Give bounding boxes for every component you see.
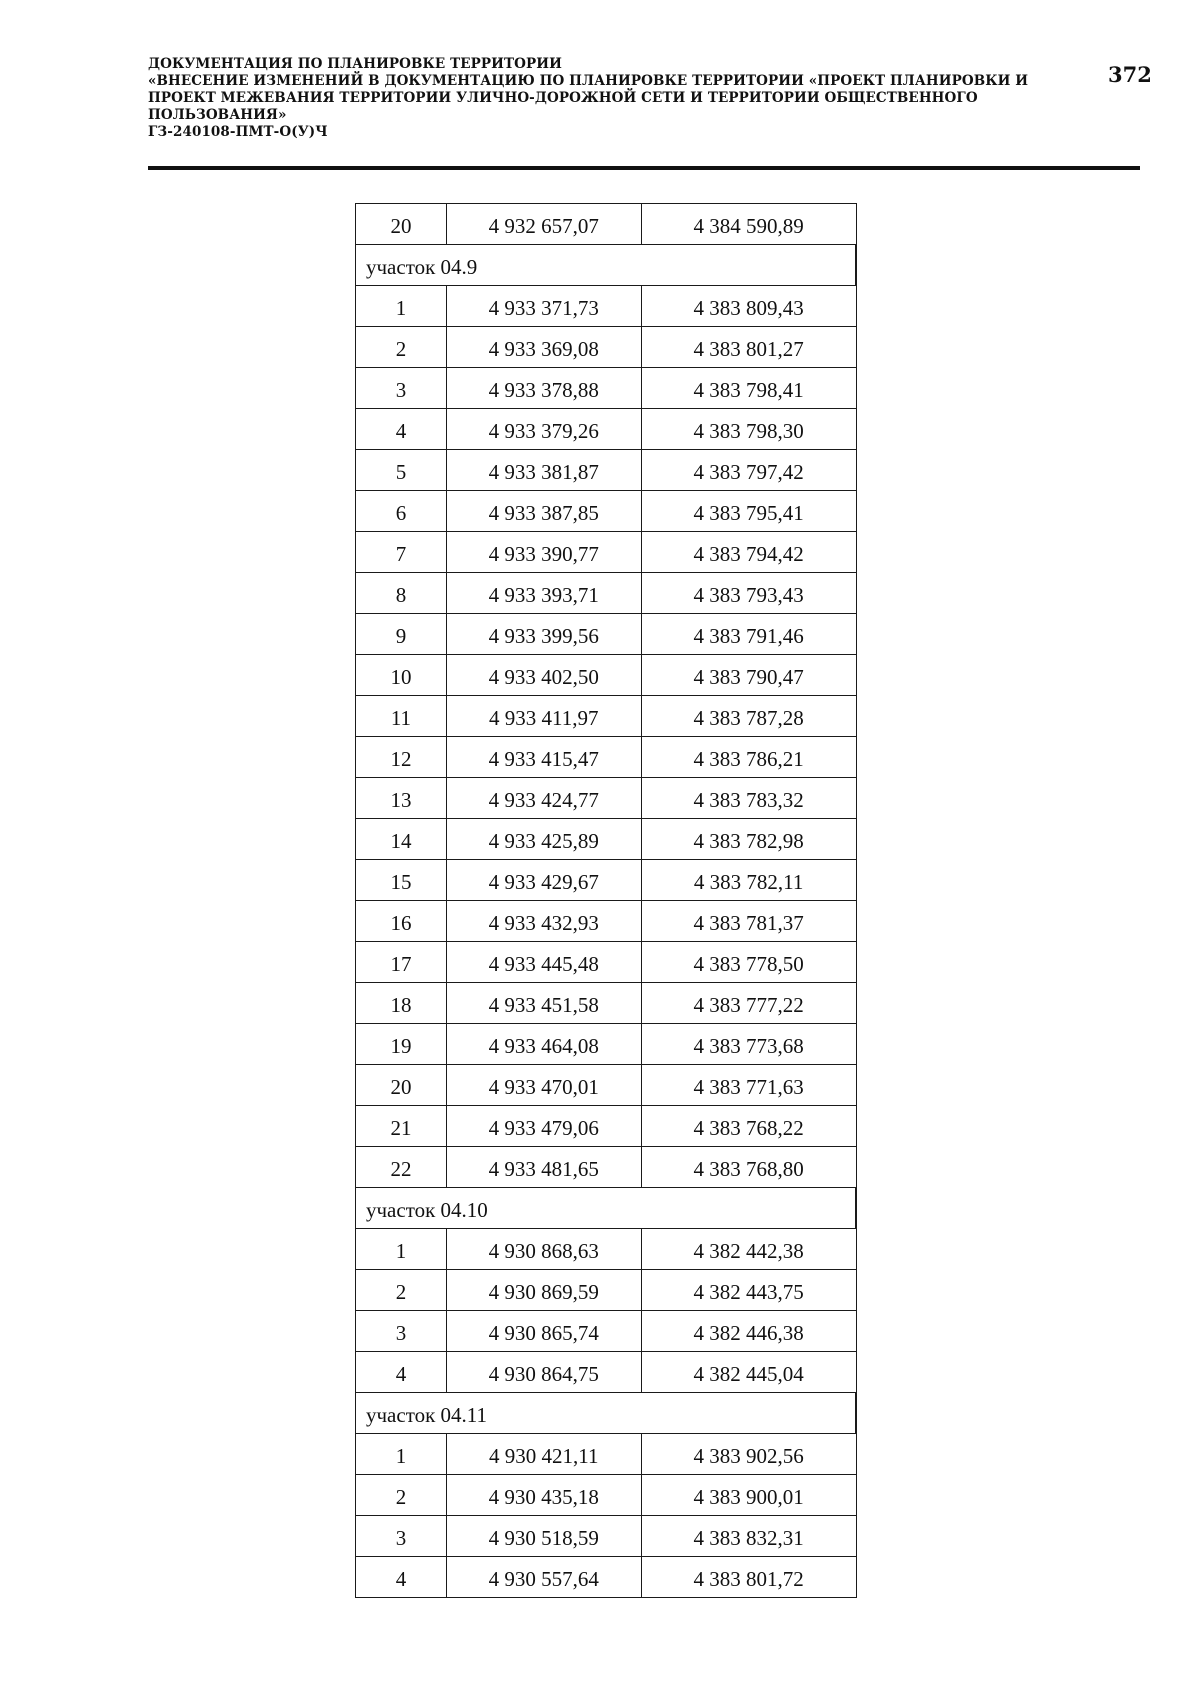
x-coordinate-cell: 4 933 415,47 (446, 737, 641, 778)
y-coordinate-cell: 4 383 781,37 (641, 901, 856, 942)
x-coordinate-cell: 4 933 369,08 (446, 327, 641, 368)
y-coordinate-cell: 4 383 798,30 (641, 409, 856, 450)
y-coordinate-cell: 4 383 768,80 (641, 1147, 856, 1188)
point-number-cell: 2 (356, 327, 447, 368)
x-coordinate-cell: 4 933 411,97 (446, 696, 641, 737)
point-number-cell: 10 (356, 655, 447, 696)
table-row (356, 1311, 857, 1352)
point-number-cell: 19 (356, 1024, 447, 1065)
table-row (356, 819, 857, 860)
x-coordinate-cell: 4 930 435,18 (446, 1475, 641, 1516)
y-coordinate-cell: 4 383 832,31 (641, 1516, 856, 1557)
table-row (356, 1106, 857, 1147)
table-row (356, 532, 857, 573)
y-coordinate-cell: 4 382 446,38 (641, 1311, 856, 1352)
table-row (356, 204, 857, 245)
document-code: ГЗ-240108-ПМТ-О(У)Ч (148, 124, 328, 140)
table-row (356, 1147, 857, 1188)
point-number-cell: 1 (356, 286, 447, 327)
point-number-cell: 4 (356, 1557, 447, 1598)
table-row (356, 983, 857, 1024)
x-coordinate-cell: 4 933 451,58 (446, 983, 641, 1024)
y-coordinate-cell: 4 383 801,27 (641, 327, 856, 368)
section-label: участок 04.10 (356, 1188, 857, 1229)
y-coordinate-cell: 4 383 790,47 (641, 655, 856, 696)
point-number-cell: 17 (356, 942, 447, 983)
table-row (356, 286, 857, 327)
y-coordinate-cell: 4 383 786,21 (641, 737, 856, 778)
table-row (356, 1024, 857, 1065)
table-row (356, 696, 857, 737)
y-coordinate-cell: 4 383 791,46 (641, 614, 856, 655)
x-coordinate-cell: 4 933 390,77 (446, 532, 641, 573)
point-number-cell: 12 (356, 737, 447, 778)
table-row (356, 368, 857, 409)
table-row (356, 327, 857, 368)
point-number-cell: 3 (356, 368, 447, 409)
table-row (356, 573, 857, 614)
table-row (356, 860, 857, 901)
coordinates-table-body (356, 204, 857, 1598)
y-coordinate-cell: 4 382 442,38 (641, 1229, 856, 1270)
y-coordinate-cell: 4 383 783,32 (641, 778, 856, 819)
table-row (356, 1229, 857, 1270)
y-coordinate-cell: 4 383 777,22 (641, 983, 856, 1024)
point-number-cell: 11 (356, 696, 447, 737)
point-number-cell: 15 (356, 860, 447, 901)
y-coordinate-cell: 4 382 445,04 (641, 1352, 856, 1393)
document-header (148, 56, 1048, 141)
y-coordinate-cell: 4 383 787,28 (641, 696, 856, 737)
table-row (356, 1065, 857, 1106)
y-coordinate-cell: 4 383 773,68 (641, 1024, 856, 1065)
x-coordinate-cell: 4 930 868,63 (446, 1229, 641, 1270)
table-row (356, 778, 857, 819)
point-number-cell: 7 (356, 532, 447, 573)
coordinates-table (355, 203, 857, 1598)
x-coordinate-cell: 4 932 657,07 (446, 204, 641, 245)
x-coordinate-cell: 4 930 865,74 (446, 1311, 641, 1352)
table-row (356, 1516, 857, 1557)
point-number-cell: 6 (356, 491, 447, 532)
x-coordinate-cell: 4 930 421,11 (446, 1434, 641, 1475)
section-row (356, 245, 857, 286)
x-coordinate-cell: 4 933 381,87 (446, 450, 641, 491)
table-row (356, 1270, 857, 1311)
point-number-cell: 13 (356, 778, 447, 819)
x-coordinate-cell: 4 930 864,75 (446, 1352, 641, 1393)
x-coordinate-cell: 4 930 557,64 (446, 1557, 641, 1598)
table-row (356, 614, 857, 655)
point-number-cell: 3 (356, 1311, 447, 1352)
x-coordinate-cell: 4 933 378,88 (446, 368, 641, 409)
point-number-cell: 22 (356, 1147, 447, 1188)
header-line: ДОКУМЕНТАЦИЯ ПО ПЛАНИРОВКЕ ТЕРРИТОРИИ (148, 56, 562, 72)
point-number-cell: 9 (356, 614, 447, 655)
y-coordinate-cell: 4 383 768,22 (641, 1106, 856, 1147)
y-coordinate-cell: 4 382 443,75 (641, 1270, 856, 1311)
point-number-cell: 20 (356, 1065, 447, 1106)
table-row (356, 409, 857, 450)
table-row (356, 450, 857, 491)
y-coordinate-cell: 4 383 793,43 (641, 573, 856, 614)
table-row (356, 901, 857, 942)
y-coordinate-cell: 4 383 771,63 (641, 1065, 856, 1106)
y-coordinate-cell: 4 383 782,98 (641, 819, 856, 860)
section-row (356, 1393, 857, 1434)
y-coordinate-cell: 4 383 900,01 (641, 1475, 856, 1516)
x-coordinate-cell: 4 933 387,85 (446, 491, 641, 532)
section-label: участок 04.11 (356, 1393, 857, 1434)
header-line: ПОЛЬЗОВАНИЯ» (148, 107, 287, 123)
x-coordinate-cell: 4 933 399,56 (446, 614, 641, 655)
table-row (356, 1475, 857, 1516)
y-coordinate-cell: 4 383 902,56 (641, 1434, 856, 1475)
section-row (356, 1188, 857, 1229)
point-number-cell: 8 (356, 573, 447, 614)
y-coordinate-cell: 4 384 590,89 (641, 204, 856, 245)
point-number-cell: 14 (356, 819, 447, 860)
point-number-cell: 4 (356, 409, 447, 450)
point-number-cell: 16 (356, 901, 447, 942)
y-coordinate-cell: 4 383 801,72 (641, 1557, 856, 1598)
point-number-cell: 3 (356, 1516, 447, 1557)
x-coordinate-cell: 4 933 445,48 (446, 942, 641, 983)
x-coordinate-cell: 4 933 432,93 (446, 901, 641, 942)
point-number-cell: 5 (356, 450, 447, 491)
x-coordinate-cell: 4 933 429,67 (446, 860, 641, 901)
point-number-cell: 1 (356, 1229, 447, 1270)
x-coordinate-cell: 4 933 470,01 (446, 1065, 641, 1106)
point-number-cell: 2 (356, 1475, 447, 1516)
y-coordinate-cell: 4 383 797,42 (641, 450, 856, 491)
y-coordinate-cell: 4 383 795,41 (641, 491, 856, 532)
x-coordinate-cell: 4 933 479,06 (446, 1106, 641, 1147)
header-line: ПРОЕКТ МЕЖЕВАНИЯ ТЕРРИТОРИИ УЛИЧНО-ДОРОЖНОЙ СЕТИ И ТЕРРИТОРИИ ОБЩЕСТВЕННОГО (148, 90, 978, 106)
y-coordinate-cell: 4 383 782,11 (641, 860, 856, 901)
x-coordinate-cell: 4 930 869,59 (446, 1270, 641, 1311)
table-row (356, 491, 857, 532)
section-label: участок 04.9 (356, 245, 857, 286)
x-coordinate-cell: 4 933 393,71 (446, 573, 641, 614)
table-row (356, 1352, 857, 1393)
y-coordinate-cell: 4 383 798,41 (641, 368, 856, 409)
x-coordinate-cell: 4 933 371,73 (446, 286, 641, 327)
point-number-cell: 1 (356, 1434, 447, 1475)
point-number-cell: 21 (356, 1106, 447, 1147)
page-number: 372 (1108, 62, 1152, 87)
x-coordinate-cell: 4 933 425,89 (446, 819, 641, 860)
table-row (356, 1434, 857, 1475)
y-coordinate-cell: 4 383 778,50 (641, 942, 856, 983)
x-coordinate-cell: 4 930 518,59 (446, 1516, 641, 1557)
x-coordinate-cell: 4 933 481,65 (446, 1147, 641, 1188)
point-number-cell: 20 (356, 204, 447, 245)
table-row (356, 655, 857, 696)
x-coordinate-cell: 4 933 464,08 (446, 1024, 641, 1065)
x-coordinate-cell: 4 933 402,50 (446, 655, 641, 696)
y-coordinate-cell: 4 383 794,42 (641, 532, 856, 573)
point-number-cell: 4 (356, 1352, 447, 1393)
header-line: «ВНЕСЕНИЕ ИЗМЕНЕНИЙ В ДОКУМЕНТАЦИЮ ПО ПЛАНИРОВКЕ ТЕРРИТОРИИ «ПРОЕКТ ПЛАНИРОВКИ И (148, 73, 1029, 89)
header-divider (148, 166, 1140, 170)
point-number-cell: 18 (356, 983, 447, 1024)
point-number-cell: 2 (356, 1270, 447, 1311)
x-coordinate-cell: 4 933 424,77 (446, 778, 641, 819)
table-row (356, 942, 857, 983)
table-row (356, 737, 857, 778)
y-coordinate-cell: 4 383 809,43 (641, 286, 856, 327)
table-row (356, 1557, 857, 1598)
x-coordinate-cell: 4 933 379,26 (446, 409, 641, 450)
